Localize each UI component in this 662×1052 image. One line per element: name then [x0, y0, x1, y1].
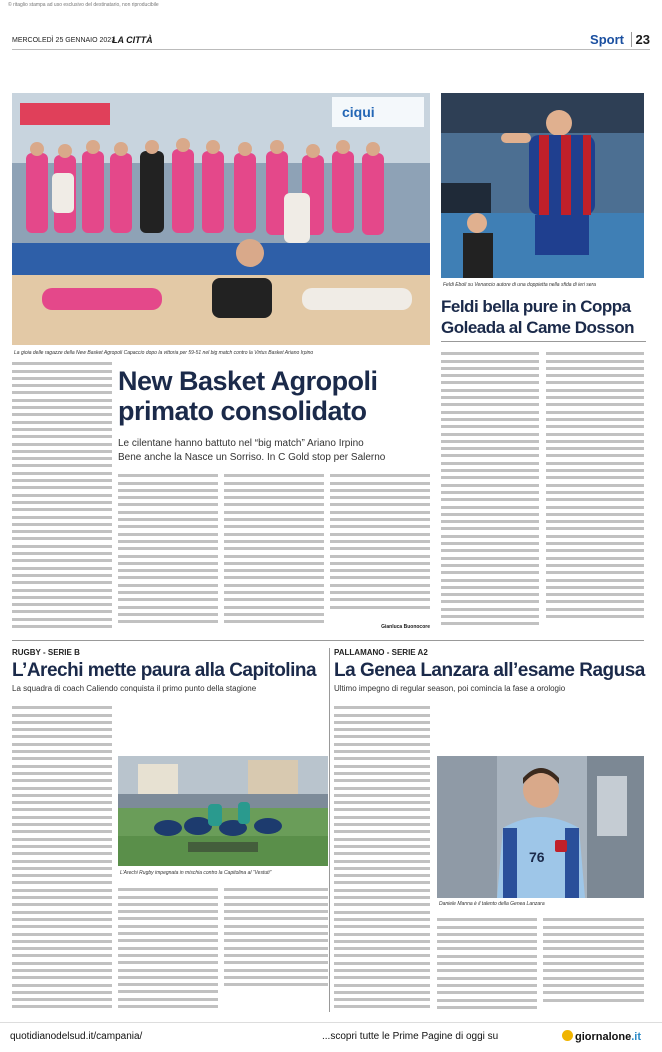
main-article-column-4: [330, 470, 430, 620]
section-divider: [12, 640, 644, 641]
header-paper: LA CITTÀ: [112, 35, 153, 45]
main-subhead-1: Le cilentane hanno battuto nel “big match” Ariano Irpino: [118, 438, 364, 449]
feldi-headline-line-1: Feldi bella pure in Coppa: [441, 297, 631, 316]
giornalone-logo[interactable]: [562, 1030, 641, 1043]
page-header: [12, 30, 650, 50]
main-article-column-2: [118, 470, 218, 630]
handball-player-photo: [437, 756, 644, 898]
arechi-subhead: La squadra di coach Caliendo conquista il primo punto della stagione: [12, 684, 257, 693]
bottom-column-divider: [329, 648, 330, 1012]
rugby-photo: [118, 756, 328, 866]
main-headline: New Basket Agropoli primato consolidato: [118, 366, 378, 426]
rugby-photo-caption: L’Arechi Rugby impegnata in mischia contro la Capitolina al “Vestuti”: [120, 870, 272, 876]
feldi-article-column-1: [441, 348, 539, 632]
copyright-notice: © ritaglio stampa ad uso esclusivo del destinatario, non riproducibile: [8, 2, 159, 8]
footer-site-link[interactable]: quotidianodelsud.it/campania/: [10, 1031, 143, 1042]
header-page-number: 23: [631, 32, 650, 47]
handball-photo-caption: Daniele Manna è il talento della Genea Lanzara: [439, 901, 545, 907]
logo-tld-text: .it: [631, 1031, 642, 1043]
feldi-rule: [441, 341, 646, 342]
genea-subhead: Ultimo impegno di regular season, poi comincia la fase a orologio: [334, 684, 566, 693]
genea-kicker: PALLAMANO - SERIE A2: [334, 648, 428, 657]
giornalone-coin-icon: [562, 1030, 573, 1041]
arechi-article-column-3: [224, 884, 328, 1004]
genea-article-column-1: [334, 702, 430, 1012]
genea-headline: La Genea Lanzara all’esame Ragusa: [334, 660, 645, 681]
svg-text:ciqui: ciqui: [342, 104, 375, 120]
main-subhead-2: Bene anche la Nasce un Sorriso. In C Gold stop per Salerno: [118, 452, 386, 463]
feldi-article-column-2: [546, 348, 644, 632]
main-article-column-3: [224, 470, 324, 630]
arechi-headline: L’Arechi mette paura alla Capitolina: [12, 660, 317, 681]
feldi-headline: [441, 296, 646, 338]
arechi-kicker: RUGBY - SERIE B: [12, 648, 80, 657]
futsal-photo: [441, 93, 644, 278]
header-section: Sport: [590, 32, 624, 47]
feldi-headline-line-2: Goleada al Came Dosson: [441, 318, 635, 337]
header-date: MERCOLEDÌ 25 GENNAIO 2023: [12, 37, 116, 44]
arechi-article-column-2: [118, 884, 218, 1012]
footer-rule: [0, 1022, 662, 1023]
team-photo-caption: La gioia delle ragazze della New Basket Agropoli Capaccio dopo la vittoria per 59-51 nel big match contro la Virtus Basket Ariano Irpino: [14, 350, 314, 356]
main-article-column-1: [12, 358, 112, 634]
futsal-photo-caption: Feldi Eboli su Venancio autore di una doppietta nella sfida di ieri sera: [443, 282, 596, 288]
team-photo: [12, 93, 430, 345]
jersey-number: 76: [529, 849, 545, 865]
logo-main-text: giornalone: [575, 1031, 632, 1043]
arechi-article-column-1: [12, 702, 112, 1012]
footer-promo-text: ...scopri tutte le Prime Pagine di oggi su: [322, 1031, 499, 1042]
main-article-signature: Gianluca Buonocore: [381, 624, 430, 630]
genea-article-column-2: [437, 914, 537, 1012]
genea-article-column-3: [543, 914, 644, 1004]
